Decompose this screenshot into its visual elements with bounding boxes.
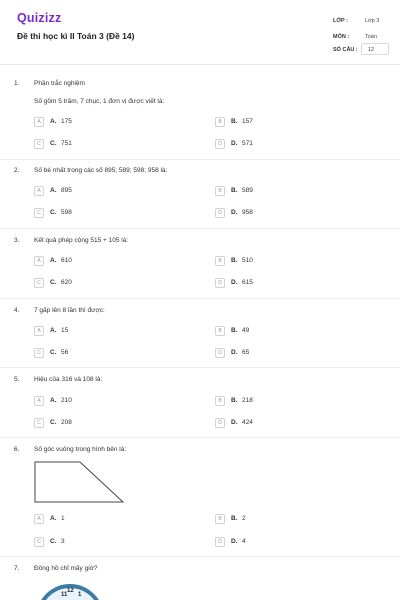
option-value: 958 [242,209,253,216]
question-divider [0,159,400,160]
question-text: 7 gấp lên 8 lần thì được: [34,307,105,314]
question-text: Đồng hồ chỉ mấy giờ? [34,565,98,572]
answer-checkbox[interactable]: D [215,208,225,218]
clock-figure [34,580,106,600]
answer-checkbox[interactable]: B [215,256,225,266]
answer-checkbox[interactable]: C [34,348,44,358]
answer-checkbox[interactable]: B [215,117,225,127]
meta-label: LỚP : [333,18,348,24]
option-key: A. [50,118,57,125]
answer-checkbox[interactable]: C [34,139,44,149]
answer-checkbox[interactable]: D [215,278,225,288]
question-divider [0,298,400,299]
answer-checkbox[interactable]: D [215,348,225,358]
option-key: B. [231,515,238,522]
answer-checkbox[interactable]: C [34,278,44,288]
meta-value: Lớp 3 [365,18,380,24]
question-number: 1. [14,80,20,87]
option-key: C. [50,279,57,286]
option-key: B. [231,397,238,404]
trapezoid-figure [34,461,124,503]
option-value: 620 [61,279,72,286]
meta-label: SỐ CÂU : [333,47,358,53]
option-key: B. [231,257,238,264]
option-value: 157 [242,118,253,125]
answer-checkbox[interactable]: A [34,117,44,127]
answer-checkbox[interactable]: B [215,514,225,524]
question-text: Kết quả phép cộng 515 + 105 là: [34,237,129,244]
option-value: 571 [242,140,253,147]
answer-checkbox[interactable]: C [34,208,44,218]
option-value: 2 [242,515,246,522]
option-key: D. [231,538,238,545]
answer-checkbox[interactable]: B [215,326,225,336]
question-number: 6. [14,446,20,453]
answer-checkbox[interactable]: A [34,326,44,336]
option-key: C. [50,419,57,426]
answer-checkbox[interactable]: C [34,537,44,547]
option-value: 615 [242,279,253,286]
option-key: A. [50,515,57,522]
document-title: Đề thi học kì II Toán 3 (Đề 14) [17,31,135,41]
option-key: C. [50,538,57,545]
question-divider [0,367,400,368]
option-value: 510 [242,257,253,264]
answer-checkbox[interactable]: C [34,418,44,428]
answer-checkbox[interactable]: A [34,256,44,266]
question-text: Phần trắc nghiệm [34,80,85,87]
option-key: A. [50,257,57,264]
question-number: 5. [14,376,20,383]
answer-checkbox[interactable]: D [215,418,225,428]
option-value: 65 [242,349,250,356]
question-divider [0,437,400,438]
answer-checkbox[interactable]: A [34,514,44,524]
option-value: 15 [61,327,69,334]
question-text: Số bé nhất trong các số 895; 589; 598; 958 là: [34,167,168,174]
option-key: A. [50,397,57,404]
quizizz-logo: Quizizz [17,11,62,25]
option-value: 218 [242,397,253,404]
option-value: 598 [61,209,72,216]
option-key: A. [50,187,57,194]
option-value: 1 [61,515,65,522]
option-value: 751 [61,140,72,147]
question-number: 2. [14,167,20,174]
option-key: D. [231,140,238,147]
option-key: A. [50,327,57,334]
option-value: 56 [61,349,69,356]
option-key: D. [231,279,238,286]
option-value: 4 [242,538,246,545]
option-key: B. [231,327,238,334]
option-value: 589 [242,187,253,194]
answer-checkbox[interactable]: D [215,537,225,547]
answer-checkbox[interactable]: B [215,186,225,196]
header-divider [0,64,400,65]
option-key: C. [50,209,57,216]
meta-class [333,15,388,31]
question-divider [0,228,400,229]
meta-value: 12 [368,47,375,53]
question-text: Hiệu của 316 và 108 là: [34,376,103,383]
meta-count-box [361,43,389,55]
clock-numeral-12: 12 [67,588,74,594]
clock-numeral-11: 11 [61,592,68,598]
question-number: 4. [14,307,20,314]
meta-value: Toán [365,34,377,40]
option-key: C. [50,349,57,356]
option-value: 175 [61,118,72,125]
option-key: B. [231,118,238,125]
answer-checkbox[interactable]: D [215,139,225,149]
option-key: D. [231,349,238,356]
answer-checkbox[interactable]: B [215,396,225,406]
answer-checkbox[interactable]: A [34,186,44,196]
question-number: 3. [14,237,20,244]
question-divider [0,556,400,557]
meta-count [333,43,388,59]
meta-label: MÔN : [333,34,350,40]
option-value: 3 [61,538,65,545]
answer-checkbox[interactable]: A [34,396,44,406]
question-subtext: Số gồm 5 trăm, 7 chục, 1 đơn vị được viết là: [34,98,165,105]
option-value: 210 [61,397,72,404]
clock-numeral-1: 1 [78,592,82,598]
option-key: D. [231,419,238,426]
question-text: Số góc vuông trong hình bên là: [34,446,127,453]
option-value: 610 [61,257,72,264]
option-value: 49 [242,327,250,334]
option-value: 424 [242,419,253,426]
document-header [0,0,400,64]
option-value: 895 [61,187,72,194]
option-key: C. [50,140,57,147]
option-key: D. [231,209,238,216]
option-value: 208 [61,419,72,426]
question-number: 7. [14,565,20,572]
option-key: B. [231,187,238,194]
